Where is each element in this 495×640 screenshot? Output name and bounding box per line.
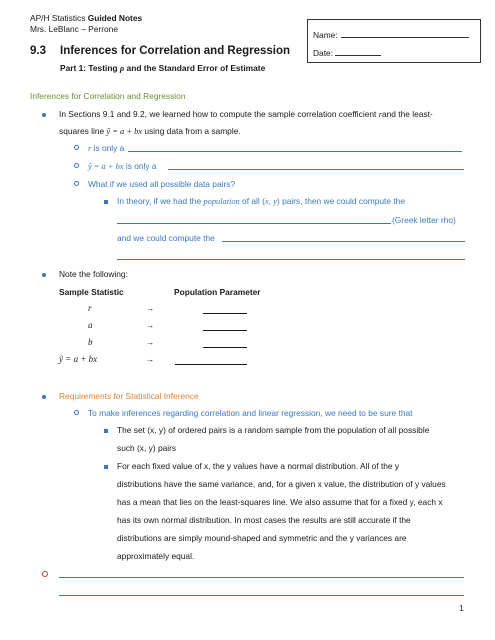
- answer-blank-line[interactable]: [59, 577, 464, 578]
- sample-statistic-header: Sample Statistic: [59, 287, 124, 297]
- population-parameter-header: Population Parameter: [174, 287, 261, 297]
- ring-bullet-icon: [74, 145, 79, 150]
- intro-line-1: In Sections 9.1 and 9.2, we learned how to compute the sample correlation coefficient rand the least-: [59, 109, 433, 119]
- part-title: Part 1: Testing ρ and the Standard Error of Estimate: [60, 63, 266, 73]
- compute-blank-line-2[interactable]: [117, 259, 465, 260]
- square-bullet-icon: [104, 200, 108, 204]
- requirements-intro: To make inferences regarding correlation and linear regression, we need to be sure that: [88, 408, 413, 418]
- yhat-only-a-line: ŷ = a + bx is only a: [88, 161, 157, 171]
- param-blank-line[interactable]: [203, 313, 247, 314]
- param-blank-line[interactable]: [203, 347, 247, 348]
- intro-line-2: squares line ŷ = a + bx using data from a sample.: [59, 126, 241, 136]
- stat-yhat: ŷ = a + bx: [59, 354, 98, 364]
- arrow-icon: →: [146, 354, 155, 364]
- red-ring-bullet-icon: [42, 571, 48, 577]
- course-name: AP/H Statistics: [30, 13, 88, 23]
- compute-label: and we could compute the: [117, 233, 215, 243]
- stat-r: r: [88, 303, 92, 313]
- req2-line-3: has a mean that lies on the least-squares line. We also assume that for a fixed y, each x: [117, 497, 443, 507]
- page-number: 1: [459, 603, 464, 613]
- rho-blank-line[interactable]: [117, 223, 391, 224]
- name-field-label: Name:: [313, 30, 338, 40]
- section-title: Inferences for Correlation and Regression: [60, 45, 291, 57]
- name-field-line[interactable]: [341, 37, 469, 38]
- param-blank-line[interactable]: [203, 330, 247, 331]
- compute-blank-line[interactable]: [222, 241, 465, 242]
- course-line: [30, 13, 142, 23]
- bullet-icon: [42, 273, 46, 277]
- req1-line-1: The set (x, y) of ordered pairs is a random sample from the population of all possible: [117, 425, 430, 435]
- requirements-heading: Requirements for Statistical Inference: [59, 391, 199, 401]
- name-date-box: [307, 19, 481, 63]
- ring-bullet-icon: [74, 181, 79, 186]
- arrow-icon: →: [146, 337, 155, 347]
- ring-bullet-icon: [74, 163, 79, 168]
- req1-line-2: such (x, y) pairs: [117, 443, 177, 453]
- note-label: Note the following:: [59, 269, 128, 279]
- section-number: 9.3: [30, 45, 46, 57]
- bullet-icon: [42, 395, 46, 399]
- heading-inferences: Inferences for Correlation and Regression: [30, 91, 186, 101]
- req2-line-6: approximately equal.: [117, 551, 195, 561]
- req2-line-4: has its own normal distribution. In most cases the results are still accurate if the: [117, 515, 411, 525]
- date-field-line[interactable]: [335, 55, 381, 56]
- stat-a: a: [88, 320, 93, 330]
- bullet-icon: [42, 113, 46, 117]
- req2-line-5: distributions are simply mound-shaped and symmetric and the y variances are: [117, 533, 407, 543]
- param-blank-line[interactable]: [175, 364, 247, 365]
- rho-symbol: ρ: [119, 64, 125, 73]
- ring-bullet-icon: [74, 410, 79, 415]
- r-only-a-line: r is only a: [88, 143, 125, 153]
- greek-letter-note: (Greek letter rho): [392, 215, 456, 225]
- square-bullet-icon: [104, 429, 108, 433]
- theory-line: In theory, if we had the population of all (x, y) pairs, then we could compute the: [117, 196, 405, 206]
- all-pairs-question: What if we used all possible data pairs?: [88, 179, 236, 189]
- arrow-icon: →: [146, 303, 155, 313]
- arrow-icon: →: [146, 320, 155, 330]
- notes-label: Guided Notes: [87, 13, 143, 23]
- req2-line-2: distributions have the same variance, and, for a given x value, the distribution of y values: [117, 479, 446, 489]
- square-bullet-icon: [104, 465, 108, 469]
- teacher-name: Mrs. LeBlanc – Perrone: [30, 24, 118, 34]
- r-blank-line[interactable]: [128, 151, 462, 152]
- req2-line-1: For each fixed value of x, the y values have a normal distribution. All of the y: [117, 461, 400, 471]
- answer-blank-line-2[interactable]: [59, 595, 464, 596]
- yhat-blank-line[interactable]: [168, 169, 464, 170]
- date-field-label: Date:: [313, 48, 334, 58]
- stat-b: b: [88, 337, 93, 347]
